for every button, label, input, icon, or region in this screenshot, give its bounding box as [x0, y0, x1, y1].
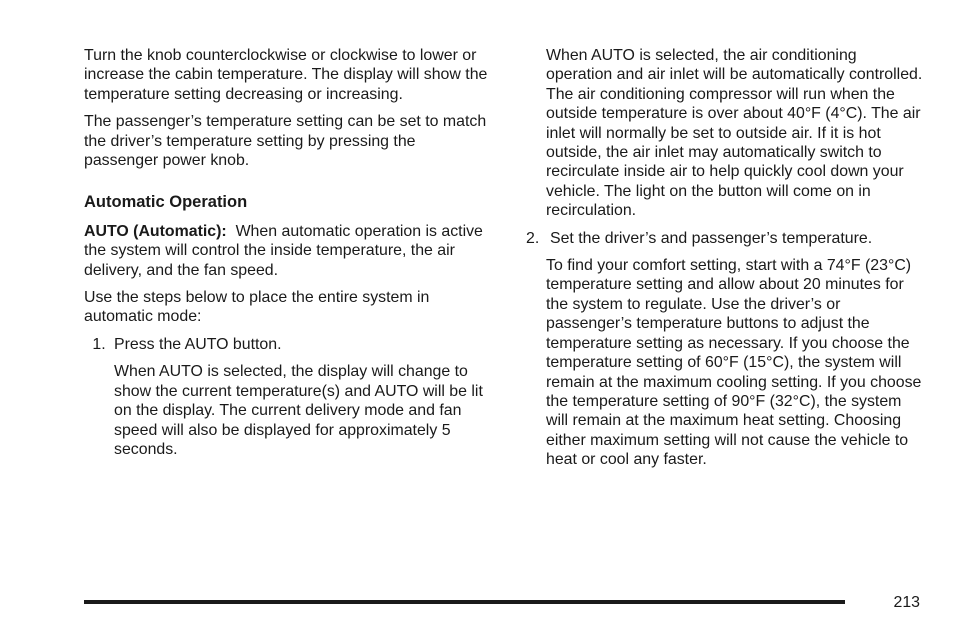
step-2-detail: To find your comfort setting, start with a 74°F (23°C) temperature setting and allow about 20 minutes for the system to regulate. Use the driver’s or passenger’s temperature buttons to adjust the temperature setting as necessary. If you choose the temperature setting of 60°F (15°C), the system will remain at the maximum cooling setting. If you choose the temperature setting of 90°F (32°C), the system will remain at the maximum heat setting. Choosing either maximum setting will not cause the vehicle to heat or cool any faster. — [546, 257, 922, 469]
right-column — [526, 46, 926, 470]
left-column — [84, 46, 494, 459]
passenger-paragraph: The passenger’s temperature setting can be set to match the driver’s temperature setting by pressing the passenger power knob. — [84, 113, 487, 170]
auto-definition — [84, 222, 494, 280]
page-number: 213 — [893, 594, 920, 611]
knob-paragraph: Turn the knob counterclockwise or clockwise to lower or increase the cabin temperature. The display will show the temperature setting decreasing or increasing. — [84, 47, 488, 103]
step-2 — [526, 229, 926, 248]
step-number: 2. — [526, 229, 540, 247]
step-1 — [84, 335, 494, 354]
step-text: Set the driver’s and passenger’s temperature. — [550, 229, 873, 247]
step-number: 1. — [92, 335, 106, 353]
section-heading: Automatic Operation — [84, 193, 248, 212]
steps-intro: Use the steps below to place the entire system in automatic mode: — [84, 289, 430, 326]
footer-rule — [84, 600, 845, 604]
auto-term: AUTO (Automatic): — [84, 222, 227, 240]
step-text: Press the AUTO button. — [114, 335, 282, 353]
step-1-detail: When AUTO is selected, the display will change to show the current temperature(s) and AUTO will be lit on the display. The current delivery mode and fan speed will also be displayed for approximately 5 seconds. — [114, 363, 483, 458]
auto-ac-paragraph: When AUTO is selected, the air conditioning operation and air inlet will be automatically controlled. The air conditioning compressor will run when the outside temperature is over about 40°F (4°C). The air inlet will normally be set to outside air. If it is hot outside, the air inlet may automatically switch to recirculate inside air to help quickly cool down your vehicle. The light on the button will come on in recirculation. — [546, 47, 923, 220]
auto-text: When automatic operation is active the system will control the inside temperature, the air delivery, and the fan speed. — [84, 222, 483, 279]
